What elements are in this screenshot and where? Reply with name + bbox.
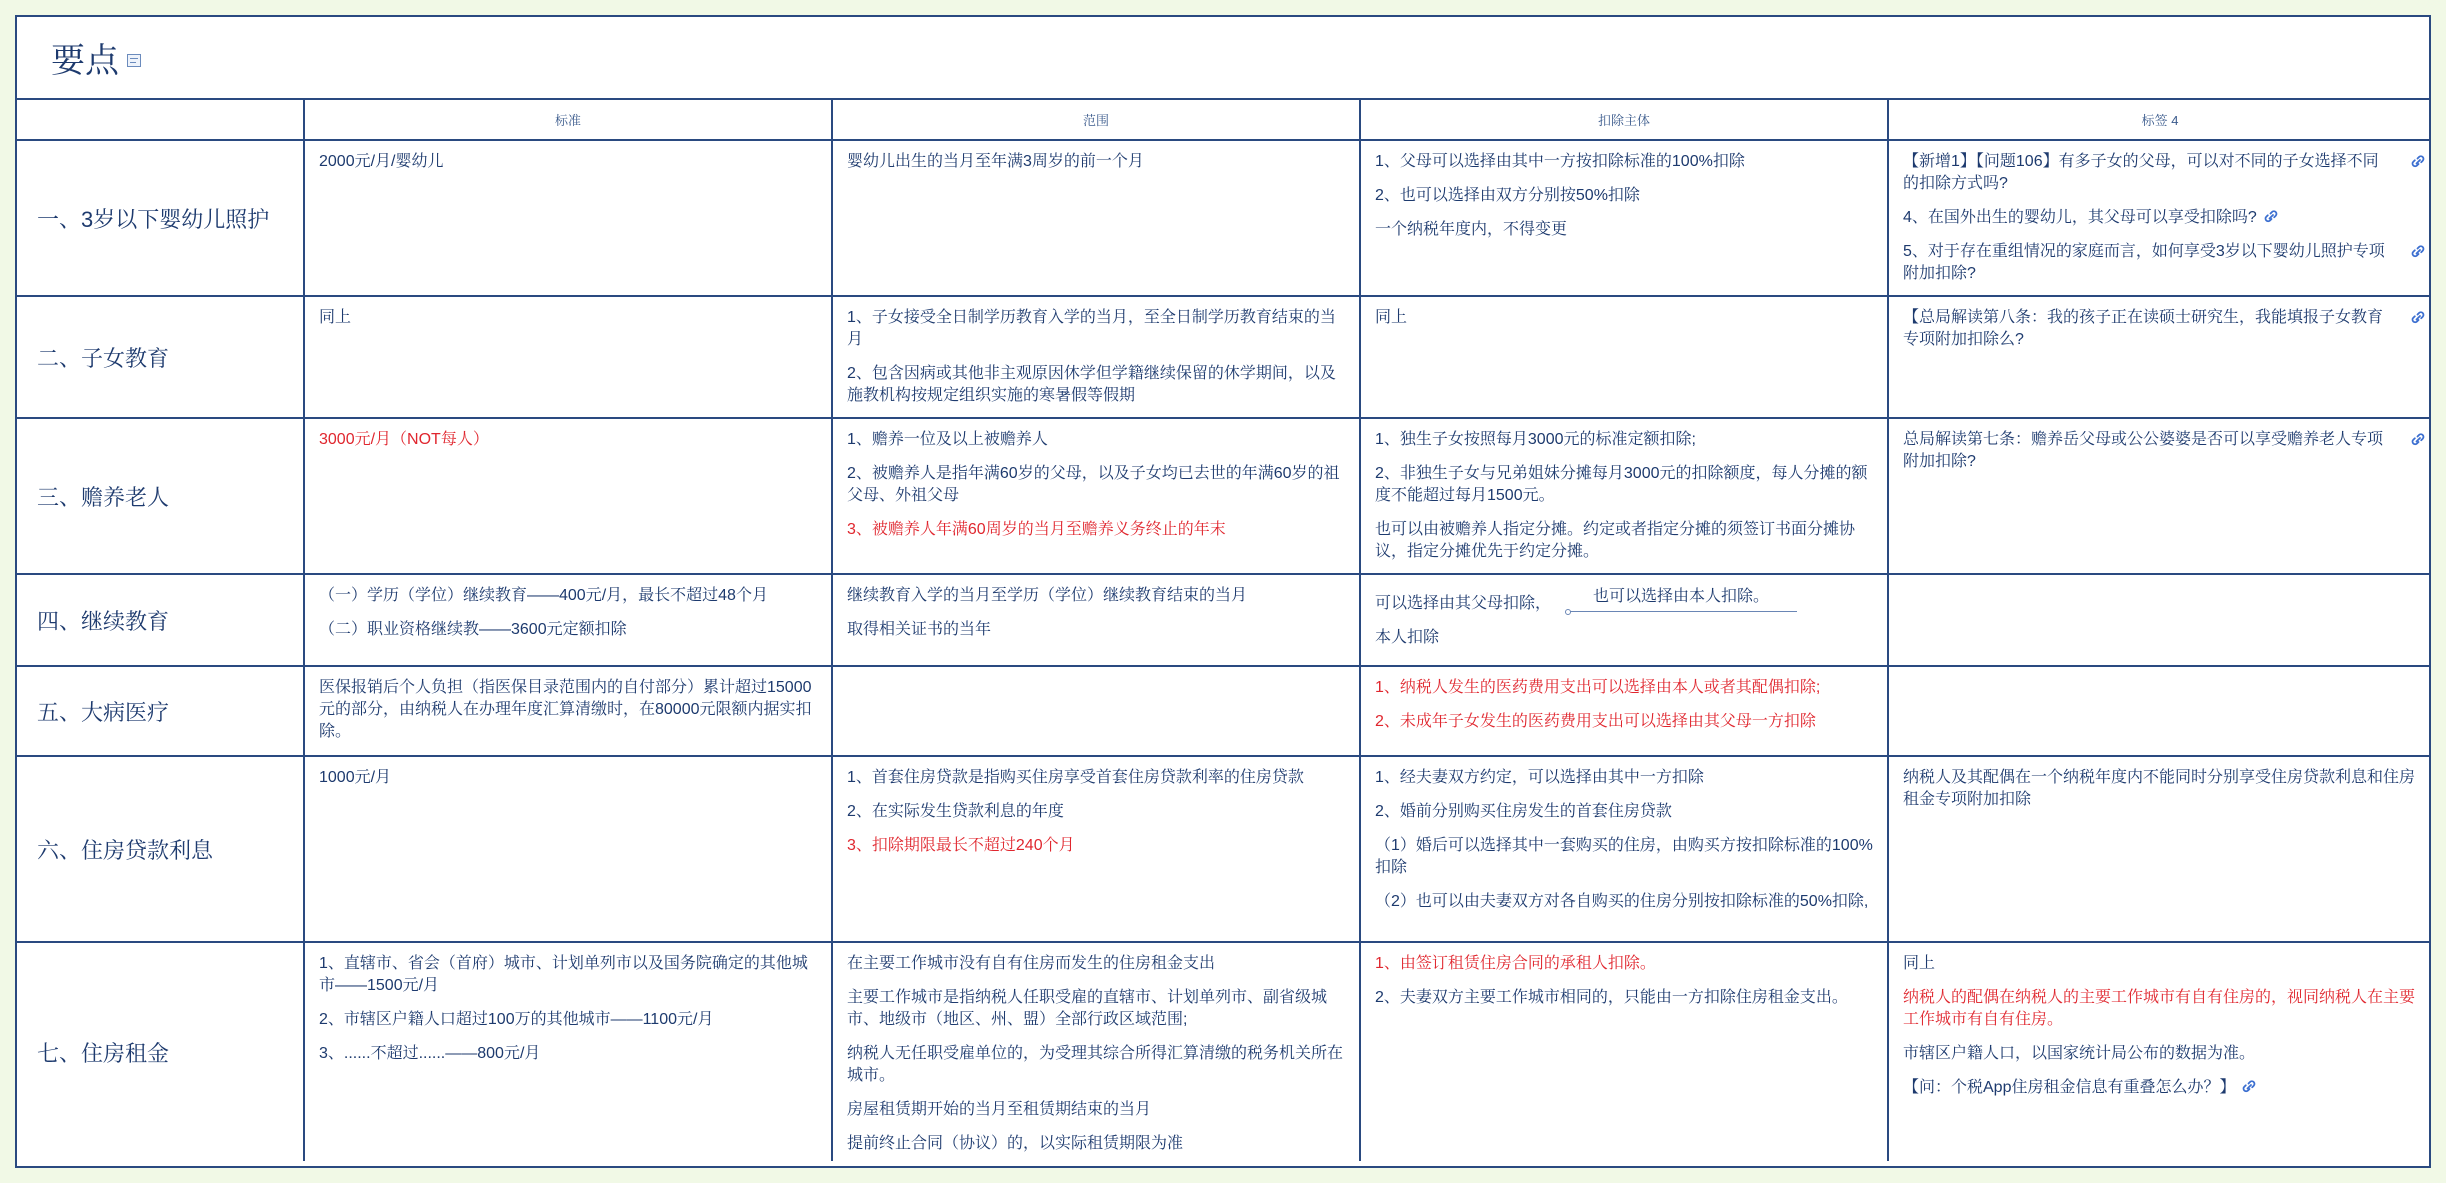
tags-cell: [1888, 574, 2431, 666]
title-row: [17, 17, 2429, 100]
tag-text: [1903, 987, 2417, 1031]
tag-text-content: 纳税人及其配偶在一个纳税年度内不能同时分别享受住房贷款利息和住房租金专项附加扣除: [1903, 769, 2416, 808]
tag-text: [1903, 241, 2417, 285]
standard-text: [319, 619, 817, 641]
standard-cell: [304, 296, 832, 418]
standard-text: [319, 307, 817, 329]
standard-text-content: （二）职业资格继续教——3600元定额扣除: [319, 621, 627, 638]
scope-cell: [832, 942, 1360, 1161]
link-icon[interactable]: [2240, 1078, 2258, 1094]
tags-cell: [1888, 666, 2431, 756]
subject-text: [1375, 519, 1873, 563]
scope-cell: [832, 756, 1360, 942]
scope-text: [847, 363, 1345, 407]
tag-text: [1903, 429, 2417, 473]
row-label: 四、继续教育: [17, 574, 304, 666]
tag-text-content: 总局解读第七条：赡养岳父母或公公婆婆是否可以享受赡养老人专项附加扣除?: [1903, 431, 2384, 470]
tag-text-content: 纳税人的配偶在纳税人的主要工作城市有自有住房的，视同纳税人在主要工作城市有自有住房。: [1903, 989, 2416, 1028]
scope-text: [847, 835, 1345, 857]
deduction-table: [17, 100, 2431, 1161]
standard-text: [319, 767, 817, 789]
header-tags: 标签 4: [1888, 100, 2431, 140]
standard-cell: [304, 140, 832, 296]
scope-cell: [832, 418, 1360, 574]
subject-text: [1375, 587, 1873, 615]
row-label: 三、赡养老人: [17, 418, 304, 574]
scope-text-content: 1、赡养一位及以上被赡养人: [847, 431, 1048, 448]
subject-text-content: （1）婚后可以选择其中一套购买的住房，由购买方按扣除标准的100%扣除: [1375, 837, 1873, 876]
subject-text-content: 也可以由被赡养人指定分摊。约定或者指定分摊的须签订书面分摊协议，指定分摊优先于约定分摊。: [1375, 521, 1856, 560]
standard-text: [319, 1043, 817, 1065]
standard-cell: [304, 574, 832, 666]
header-subject: 扣除主体: [1360, 100, 1888, 140]
tag-text: [1903, 1043, 2417, 1065]
standard-cell: [304, 418, 832, 574]
table-row: [17, 296, 2431, 418]
standard-cell: [304, 756, 832, 942]
subject-text: [1375, 767, 1873, 789]
header-scope: 范围: [832, 100, 1360, 140]
document-icon[interactable]: [127, 54, 141, 67]
table-row: [17, 942, 2431, 1161]
scope-cell: [832, 296, 1360, 418]
tag-text-content: 市辖区户籍人口，以国家统计局公布的数据为准。: [1903, 1045, 2256, 1062]
scope-text-content: 取得相关证书的当年: [847, 621, 992, 638]
standard-text-content: 1000元/月: [319, 769, 392, 786]
subject-text-content: 1、纳税人发生的医药费用支出可以选择由本人或者其配偶扣除;: [1375, 679, 1821, 696]
standard-text: [319, 585, 817, 607]
subject-cell: [1360, 942, 1888, 1161]
subject-text-content: （2）也可以由夫妻双方对各自购买的住房分别按扣除标准的50%扣除,: [1375, 893, 1869, 910]
tag-text: [1903, 307, 2417, 351]
subject-text: [1375, 801, 1873, 823]
standard-text: [319, 151, 817, 173]
scope-text: [847, 151, 1345, 173]
scope-text-content: 2、在实际发生贷款利息的年度: [847, 803, 1064, 820]
table-row: [17, 418, 2431, 574]
scope-text-content: 继续教育入学的当月至学历（学位）继续教育结束的当月: [847, 587, 1248, 604]
subject-cell: [1360, 140, 1888, 296]
document-frame: [15, 15, 2431, 1168]
scope-text-content: 提前终止合同（协议）的，以实际租赁期限为准: [847, 1135, 1184, 1152]
table-row: [17, 574, 2431, 666]
scope-text-content: 3、扣除期限最长不超过240个月: [847, 837, 1075, 854]
subject-text: [1375, 429, 1873, 451]
header-cell-blank: [17, 100, 304, 140]
standard-text: [319, 953, 817, 997]
tag-text: [1903, 767, 2417, 811]
subject-text-content: 2、未成年子女发生的医药费用支出可以选择由其父母一方扣除: [1375, 713, 1816, 730]
scope-text: [847, 519, 1345, 541]
tag-text: [1903, 151, 2417, 195]
tags-cell: [1888, 296, 2431, 418]
tag-text-content: 【新增1】【问题106】有多子女的父母，可以对不同的子女选择不同的扣除方式吗?: [1903, 153, 2379, 192]
link-icon[interactable]: [2409, 153, 2427, 169]
subject-text-content: 一个纳税年度内，不得变更: [1375, 221, 1568, 238]
scope-text-content: 房屋租赁期开始的当月至租赁期结束的当月: [847, 1101, 1152, 1118]
standard-cell: [304, 666, 832, 756]
scope-text: [847, 767, 1345, 789]
subject-text-content: 1、独生子女按照每月3000元的标准定额扣除;: [1375, 431, 1696, 448]
subject-text-content: 2、也可以选择由双方分别按50%扣除: [1375, 187, 1640, 204]
subject-text-content: 1、由签订租赁住房合同的承租人扣除。: [1375, 955, 1656, 972]
scope-text: [847, 953, 1345, 975]
scope-text: [847, 429, 1345, 451]
header-standard: 标准: [304, 100, 832, 140]
table-row: [17, 666, 2431, 756]
tag-text-content: 4、在国外出生的婴幼儿，其父母可以享受扣除吗?: [1903, 209, 2257, 226]
scope-text-content: 1、首套住房贷款是指购买住房享受首套住房贷款利率的住房贷款: [847, 769, 1304, 786]
standard-text-content: 2、市辖区户籍人口超过100万的其他城市——1100元/月: [319, 1011, 714, 1028]
scope-text-content: 纳税人无任职受雇单位的，为受理其综合所得汇算清缴的税务机关所在城市。: [847, 1045, 1344, 1084]
row-label: 二、子女教育: [17, 296, 304, 418]
scope-text: [847, 1133, 1345, 1155]
subject-text: [1375, 219, 1873, 241]
subject-text-content: 2、夫妻双方主要工作城市相同的，只能由一方扣除住房租金支出。: [1375, 989, 1848, 1006]
scope-text-content: 2、包含因病或其他非主观原因休学但学籍继续保留的休学期间，以及施教机构按规定组织实施的寒暑假等假期: [847, 365, 1336, 404]
scope-text: [847, 463, 1345, 507]
row-label: 一、3岁以下婴幼儿照护: [17, 140, 304, 296]
link-icon[interactable]: [2262, 208, 2280, 224]
scope-text: [847, 619, 1345, 641]
subject-text-content: 2、婚前分别购买住房发生的首套住房贷款: [1375, 803, 1672, 820]
scope-text-content: 2、被赡养人是指年满60岁的父母，以及子女均已去世的年满60岁的祖父母、外祖父母: [847, 465, 1340, 504]
standard-text-content: 3000元/月（NOT每人）: [319, 431, 489, 448]
subject-cell: [1360, 418, 1888, 574]
tag-text-content: 同上: [1903, 955, 1936, 972]
scope-text: [847, 801, 1345, 823]
scope-text-content: 在主要工作城市没有自有住房而发生的住房租金支出: [847, 955, 1216, 972]
scope-text: [847, 1043, 1345, 1087]
tag-text: [1903, 207, 2417, 229]
tags-cell: [1888, 140, 2431, 296]
standard-text-content: 同上: [319, 309, 352, 326]
tag-text-content: 【问：个税App住房租金信息有重叠怎么办？】: [1903, 1079, 2236, 1096]
subject-cell: [1360, 756, 1888, 942]
subject-text: [1375, 151, 1873, 173]
scope-text-content: 1、子女接受全日制学历教育入学的当月，至全日制学历教育结束的当月: [847, 309, 1336, 348]
tags-cell: [1888, 942, 2431, 1161]
standard-text-content: 1、直辖市、省会（首府）城市、计划单列市以及国务院确定的其他城市——1500元/月: [319, 955, 808, 994]
standard-cell: [304, 942, 832, 1161]
subject-text-content: 可以选择由其父母扣除，: [1375, 595, 1552, 612]
row-label: 五、大病医疗: [17, 666, 304, 756]
link-icon[interactable]: [2409, 431, 2427, 447]
standard-text-content: （一）学历（学位）继续教育——400元/月，最长不超过48个月: [319, 587, 768, 604]
tag-text: [1903, 953, 2417, 975]
scope-cell: [832, 140, 1360, 296]
subject-cell: [1360, 666, 1888, 756]
standard-text: [319, 429, 817, 451]
subject-text-content: 1、经夫妻双方约定，可以选择由其中一方扣除: [1375, 769, 1704, 786]
subject-text-content: 1、父母可以选择由其中一方按扣除标准的100%扣除: [1375, 153, 1745, 170]
subject-text: [1375, 891, 1873, 913]
subject-text: [1375, 463, 1873, 507]
tags-cell: [1888, 756, 2431, 942]
subject-text: [1375, 677, 1873, 699]
scope-text-content: 婴幼儿出生的当月至年满3周岁的前一个月: [847, 153, 1144, 170]
subject-text: 本人扣除: [1375, 629, 1440, 646]
table-header-row: [17, 100, 2431, 140]
scope-cell: [832, 666, 1360, 756]
branch-label: 也可以选择由本人扣除。: [1593, 587, 1770, 605]
table-row: [17, 140, 2431, 296]
tag-text-content: 【总局解读第八条：我的孩子正在读硕士研究生，我能填报子女教育专项附加扣除么?: [1903, 309, 2384, 348]
subject-cell: [1360, 296, 1888, 418]
standard-text-content: 医保报销后个人负担（指医保目录范围内的自付部分）累计超过15000元的部分，由纳税人在办理年度汇算清缴时，在80000元限额内据实扣除。: [319, 679, 812, 740]
link-icon[interactable]: [2409, 243, 2427, 259]
scope-text: [847, 1099, 1345, 1121]
subject-text: [1375, 953, 1873, 975]
scope-text: [847, 987, 1345, 1031]
branch-connector: [1567, 587, 1797, 614]
standard-text: [319, 1009, 817, 1031]
standard-text-content: 3、......不超过......——800元/月: [319, 1045, 541, 1062]
scope-text-content: 3、被赡养人年满60周岁的当月至赡养义务终止的年末: [847, 521, 1226, 538]
tags-cell: [1888, 418, 2431, 574]
scope-text-content: 主要工作城市是指纳税人任职受雇的直辖市、计划单列市、副省级城市、地级市（地区、州、盟）全部行政区域范围;: [847, 989, 1328, 1028]
row-label: 七、住房租金: [17, 942, 304, 1161]
standard-text-content: 2000元/月/婴幼儿: [319, 153, 444, 170]
row-label: 六、住房贷款利息: [17, 756, 304, 942]
link-icon[interactable]: [2409, 309, 2427, 325]
tag-text: [1903, 1077, 2417, 1099]
scope-text: [847, 585, 1345, 607]
subject-text-content: 同上: [1375, 309, 1408, 326]
subject-text: [1375, 835, 1873, 879]
subject-text: [1375, 307, 1873, 329]
scope-cell: [832, 574, 1360, 666]
standard-text: [319, 677, 817, 743]
subject-text: [1375, 987, 1873, 1009]
scope-text: [847, 307, 1345, 351]
subject-text: [1375, 185, 1873, 207]
subject-text: [1375, 711, 1873, 733]
subject-text-content: 2、非独生子女与兄弟姐妹分摊每月3000元的扣除额度，每人分摊的额度不能超过每月1500元。: [1375, 465, 1868, 504]
subject-cell: [1360, 574, 1888, 666]
table-row: [17, 756, 2431, 942]
page-title: 要点: [51, 42, 119, 80]
tag-text-content: 5、对于存在重组情况的家庭而言，如何享受3岁以下婴幼儿照护专项附加扣除?: [1903, 243, 2385, 282]
